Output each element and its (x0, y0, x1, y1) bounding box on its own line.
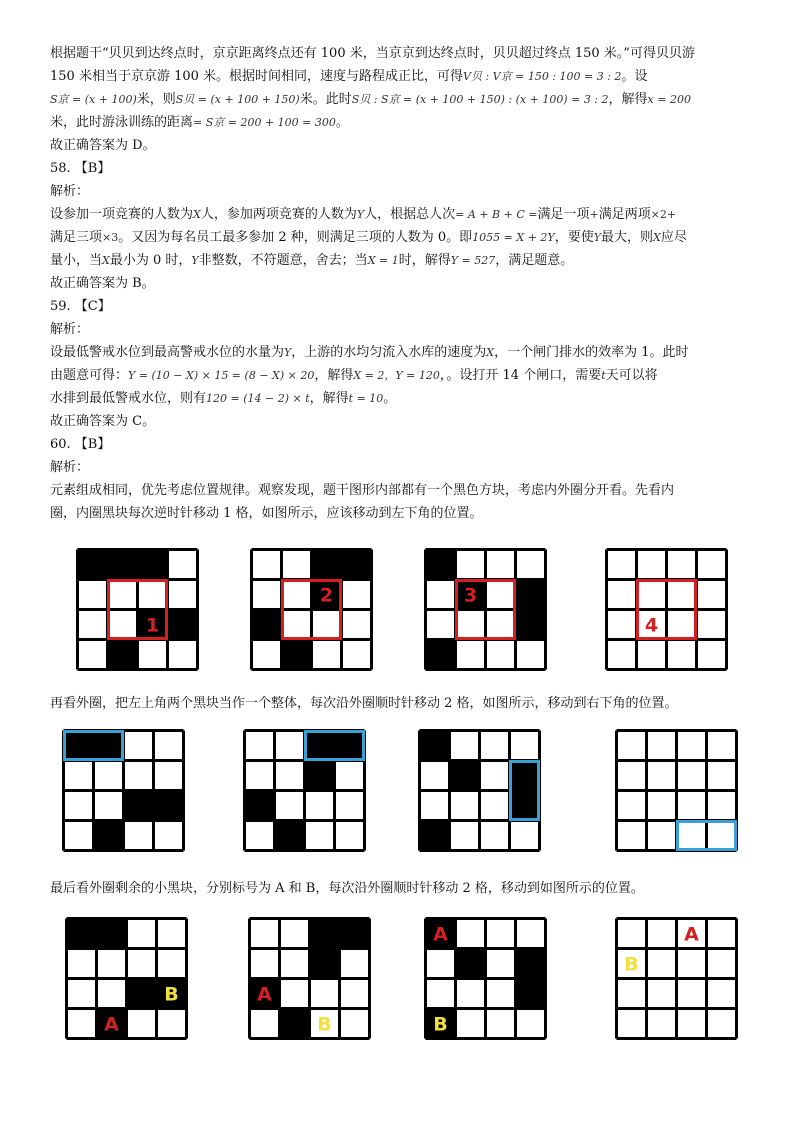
math-span: X = 1 (367, 254, 399, 267)
cell-label: A (433, 923, 448, 946)
math-span: Y = 527 (450, 254, 496, 267)
black-cell (516, 610, 546, 640)
cell-label: B (317, 1013, 332, 1036)
black-cell (245, 791, 275, 821)
text-span: 量小，当 (50, 253, 103, 268)
text-span: ，解得 (309, 391, 349, 406)
black-cell (275, 821, 305, 851)
cell-label: 3 (463, 584, 478, 607)
black-cell (516, 949, 546, 979)
black-cell (516, 580, 546, 610)
solution-text (50, 42, 762, 525)
black-cell (456, 949, 486, 979)
math-span: V贝 : V京 = 150 : 100 = 3 : 2 (463, 70, 622, 83)
math-span: Y = (10 − X) × 15 = (8 − X) × 20 (128, 369, 315, 382)
math-span: ×3 (102, 231, 119, 244)
black-cell (252, 610, 282, 640)
q57-line-3 (50, 88, 762, 111)
q57-line-4 (50, 111, 762, 134)
black-cell (342, 550, 372, 580)
black-cell (340, 919, 370, 949)
black-cell (510, 791, 540, 821)
outer-ring-description: 再看外圈，把左上角两个黑块当作一个整体，每次沿外圈顺时针移动 2 格，如图所示，移动到右下角的位置。 (50, 696, 678, 711)
math-span: X (486, 346, 495, 359)
text-span: 应尽 (660, 230, 687, 245)
black-cell (64, 731, 94, 761)
black-cell (124, 791, 154, 821)
black-cell (420, 821, 450, 851)
q58-line-3 (50, 249, 762, 272)
black-cell (450, 761, 480, 791)
q58-label: 解析： (50, 184, 90, 199)
outer-ring-figure-4 (615, 729, 738, 852)
outer-ring-figure-2 (243, 729, 366, 852)
black-cell (280, 1009, 310, 1039)
outer-ring-figure-1 (62, 729, 185, 852)
cell-label: 2 (319, 584, 334, 607)
black-cell (516, 979, 546, 1009)
inner-ring-figure-1 (76, 548, 199, 671)
text-span: 根据题干“贝贝到达终点时，京京距离终点还有 100 米，当京京到达终点时，贝贝超过终点 150 米。”可得贝贝游 (50, 46, 695, 61)
q59-line-3 (50, 387, 762, 410)
q60-header: 60. 【B】 (50, 437, 111, 452)
text-span: 米。此时 (299, 92, 352, 107)
q60-line-1: 元素组成相同，优先考虑位置规律。观察发现，题干图形内部都有一个黑色方块，考虑内外圈分开看。先看内 (50, 483, 675, 498)
black-cell (426, 550, 456, 580)
q59-label: 解析： (50, 322, 90, 337)
cell-label: 4 (644, 614, 659, 637)
text-span: 由题意可得： (50, 368, 129, 383)
text-span: 满足一项 (537, 207, 590, 222)
math-span: Y (191, 254, 199, 267)
inner-ring-figure-2 (250, 548, 373, 671)
black-cell (426, 640, 456, 670)
text-span: 天可以将 (605, 368, 658, 383)
text-span: 设参加一项竞赛的人数为 (50, 207, 194, 222)
ab-figure-1 (65, 917, 188, 1040)
text-span: 最大，则 (600, 230, 653, 245)
ab-figure-4 (615, 917, 738, 1040)
text-span: ，上游的水均匀流入水库的速度为 (291, 345, 487, 360)
q57-line-1 (50, 42, 762, 65)
math-span: X = 2，Y = 120 (353, 369, 440, 382)
text-span: 人，根据总人次 (364, 207, 456, 222)
math-span: X (102, 254, 110, 267)
text-span: 水排到最低警戒水位，则有 (50, 391, 207, 406)
q59-header: 59. 【C】 (50, 299, 111, 314)
black-cell (108, 550, 138, 580)
text-span: 时，解得 (398, 253, 451, 268)
black-cell (97, 919, 127, 949)
math-span: Y (356, 208, 365, 221)
text-span: ，。设打开 14 个闸口，需要 (439, 368, 602, 383)
text-span: ，满足题意。 (495, 253, 574, 268)
q57-answer: 故正确答案为 D。 (50, 138, 156, 153)
cell-label: B (164, 983, 179, 1006)
q58-answer: 故正确答案为 B。 (50, 276, 155, 291)
text-span: 米，则 (136, 92, 176, 107)
math-span: x = 200 (647, 93, 691, 106)
text-span: 最小为 0 时， (109, 253, 192, 268)
text-span: 满足两项 (598, 207, 651, 222)
math-span: S贝 : S京 = (x + 100 + 150) : (x + 100) = 3 : 2 (351, 93, 609, 106)
black-cell (94, 731, 124, 761)
black-cell (108, 640, 138, 670)
black-cell (168, 610, 198, 640)
text-span: ，解得 (314, 368, 354, 383)
math-span: 1055 = X + 2Y (472, 231, 555, 244)
text-span: 。 (383, 391, 397, 406)
q58-line-1 (50, 203, 762, 226)
cell-label: A (104, 1013, 119, 1036)
small-block-description: 最后看外圈剩余的小黑块，分别标号为 A 和 B，每次沿外圈顺时针移动 2 格，移动到如图所示的位置。 (50, 881, 644, 896)
math-span: = S京 = 200 + 100 = 300 (193, 116, 336, 129)
black-cell (310, 949, 340, 979)
math-span: t = 10 (348, 392, 384, 405)
q59-line-2 (50, 364, 762, 387)
q58-line-2 (50, 226, 762, 249)
cell-label: 1 (145, 614, 160, 637)
cell-label: B (624, 953, 639, 976)
black-cell (67, 919, 97, 949)
text-span: 。又因为每名员工最多参加 2 种，则满足三项的人数为 0。即 (118, 230, 473, 245)
black-cell (305, 731, 335, 761)
math-span: X (653, 231, 661, 244)
black-cell (78, 550, 108, 580)
black-cell (510, 761, 540, 791)
outer-ring-figure-3 (418, 729, 541, 852)
q60-label: 解析： (50, 460, 90, 475)
math-span: t (601, 369, 606, 382)
math-span: ×2+ (650, 208, 677, 221)
text-span: 150 米相当于京京游 100 米。根据时间相同，速度与路程成正比，可得 (50, 69, 464, 84)
text-span: 满足三项 (50, 230, 103, 245)
black-cell (127, 979, 157, 1009)
ab-figure-2 (248, 917, 371, 1040)
q57-line-2 (50, 65, 762, 88)
black-cell (138, 550, 168, 580)
text-span: ，一个闸门排水的效率为 1。此时 (494, 345, 689, 360)
black-cell (154, 791, 184, 821)
ab-figure-3 (424, 917, 547, 1040)
black-cell (312, 550, 342, 580)
text-span: 设最低警戒水位到最高警戒水位的水量为 (50, 345, 285, 360)
text-span: 。 (335, 115, 349, 130)
q60-line-2: 圈，内圈黑块每次逆时针移动 1 格，如图所示，应该移动到左下角的位置。 (50, 506, 483, 521)
cell-label: B (433, 1013, 448, 1036)
black-cell (310, 919, 340, 949)
math-span: = A + B + C = (455, 208, 538, 221)
math-span: 120 = (14 − 2) × t (206, 392, 310, 405)
text-span: 米，此时游泳训练的距离 (50, 115, 194, 130)
text-span: ，解得 (608, 92, 648, 107)
text-span: 。设 (621, 69, 648, 84)
text-span: ，要使 (554, 230, 594, 245)
text-span: 非整数，不符题意，舍去；当 (198, 253, 368, 268)
math-span: S贝 = (x + 100 + 150) (175, 93, 300, 106)
math-span: + (589, 208, 599, 221)
q59-line-1 (50, 341, 762, 364)
q59-answer: 故正确答案为 C。 (50, 414, 156, 429)
math-span: X (193, 208, 201, 221)
black-cell (335, 731, 365, 761)
black-cell (305, 761, 335, 791)
black-cell (94, 821, 124, 851)
cell-label: A (257, 983, 272, 1006)
text-span: 人，参加两项竞赛的人数为 (200, 207, 357, 222)
black-cell (282, 640, 312, 670)
q58-header: 58. 【B】 (50, 161, 111, 176)
cell-label: A (684, 923, 699, 946)
math-span: Y (593, 231, 601, 244)
black-cell (420, 731, 450, 761)
inner-ring-figure-3 (424, 548, 547, 671)
math-span: S京 = (x + 100) (50, 93, 137, 106)
inner-ring-figure-4 (605, 548, 728, 671)
math-span: Y (284, 346, 292, 359)
